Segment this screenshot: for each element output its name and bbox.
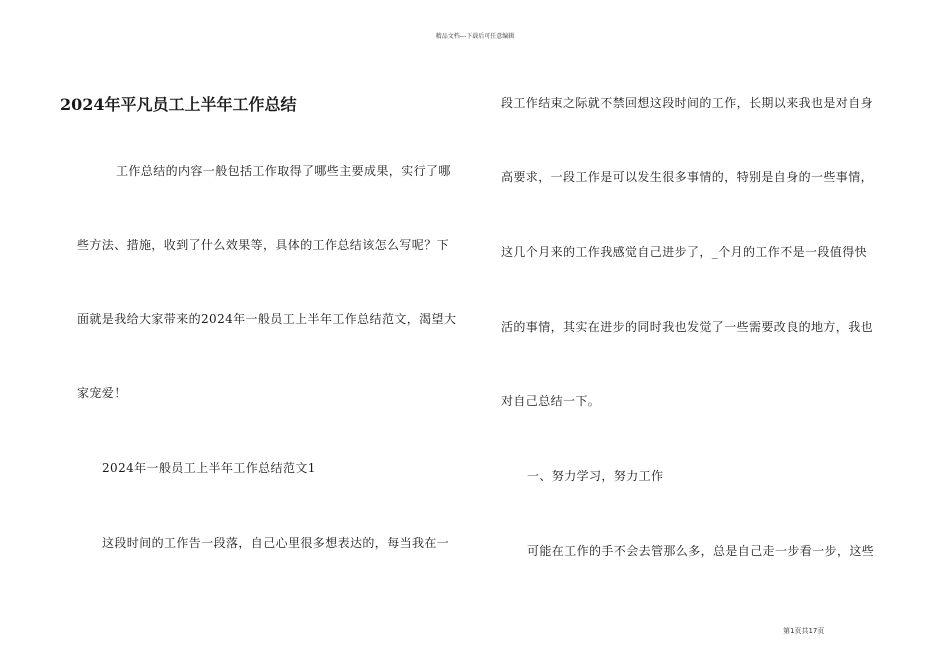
paragraph-line: 家宠爱！ xyxy=(77,386,127,400)
paragraph-line: 对自己总结一下。 xyxy=(501,394,601,408)
paragraph-line: 面就是我给大家带来的2024年一般员工上半年工作总结范文，渴望大 xyxy=(77,312,457,326)
paragraph-line: 段工作结束之际就不禁回想这段时间的工作，长期以来我也是对自身 xyxy=(501,96,874,110)
document-title: 2024年平凡员工上半年工作总结 xyxy=(60,95,297,114)
page-number: 第1页共17页 xyxy=(783,627,825,635)
paragraph-line: 些方法、措施，收到了什么效果等，具体的工作总结该怎么写呢？下 xyxy=(77,238,450,252)
paragraph-line: 高要求，一段工作是可以发生很多事情的，特别是自身的一些事情， xyxy=(501,170,874,184)
section-heading: 2024年一般员工上半年工作总结范文1 xyxy=(102,461,316,475)
paragraph-line: 这几个月来的工作我感觉自己进步了，_个月的工作不是一段值得快 xyxy=(501,245,868,259)
section-heading: 一、努力学习，努力工作 xyxy=(527,469,664,483)
page-header: 精品文档---下载后可任意编辑 xyxy=(435,33,515,40)
paragraph-line: 这段时间的工作告一段落，自己心里很多想表达的，每当我在一 xyxy=(102,536,450,550)
paragraph-line: 活的事情，其实在进步的同时我也发觉了一些需要改良的地方，我也 xyxy=(501,320,874,334)
paragraph-line: 工作总结的内容一般包括工作取得了哪些主要成果，实行了哪 xyxy=(116,164,451,178)
paragraph-line: 可能在工作的手不会去管那么多，总是自己走一步看一步，这些 xyxy=(527,544,875,558)
